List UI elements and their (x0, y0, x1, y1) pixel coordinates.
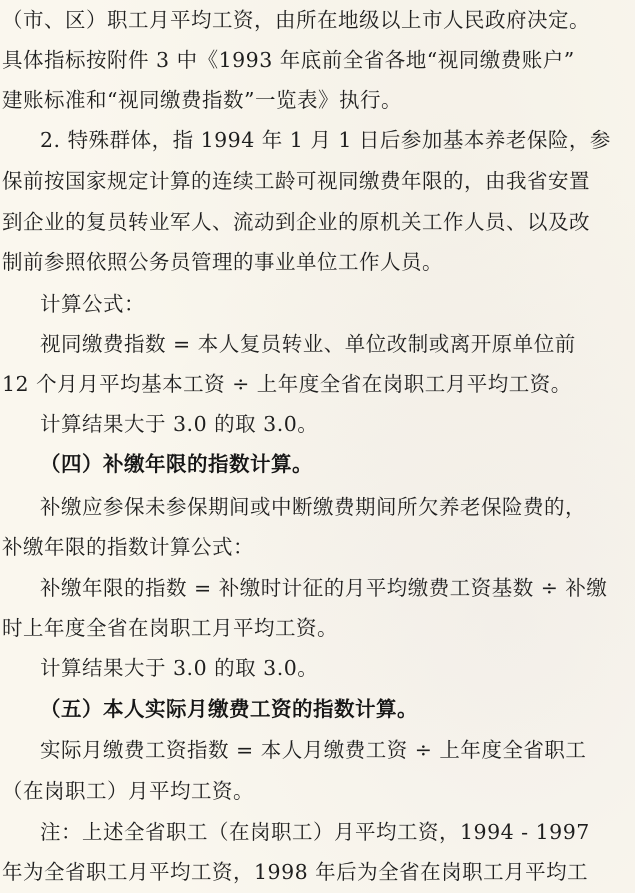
text-line: 时上年度全省在岗职工月平均工资。 (2, 616, 338, 640)
text-line: 保前按国家规定计算的连续工龄可视同缴费年限的，由我省安置 (2, 169, 590, 193)
text-line: 补缴年限的指数计算公式： (2, 535, 254, 559)
text-line: 注：上述全省职工（在岗职工）月平均工资，1994 - 1997 (40, 820, 590, 844)
text-line: 实际月缴费工资指数 = 本人月缴费工资 ÷ 上年度全省职工 (40, 738, 587, 762)
text-line: 计算结果大于 3.0 的取 3.0。 (40, 656, 319, 680)
text-line: （在岗职工）月平均工资。 (2, 779, 254, 803)
text-line: 视同缴费指数 = 本人复员转业、单位改制或离开原单位前 (40, 332, 576, 356)
text-line: 计算公式： (40, 292, 145, 316)
section-heading: （五）本人实际月缴费工资的指数计算。 (40, 697, 418, 721)
text-line: 年为全省职工月平均工资，1998 年后为全省在岗职工月平均工 (2, 860, 589, 884)
text-line: 补缴应参保未参保期间或中断缴费期间所欠养老保险费的， (40, 495, 586, 519)
text-line: （市、区）职工月平均工资，由所在地级以上市人民政府决定。 (2, 8, 590, 32)
text-line: 补缴年限的指数 = 补缴时计征的月平均缴费工资基数 ÷ 补缴 (40, 576, 608, 600)
text-line: 制前参照依照公务员管理的事业单位工作人员。 (2, 250, 443, 274)
text-line: 建账标准和“视同缴费指数”一览表》执行。 (2, 88, 402, 112)
text-line: 12 个月月平均基本工资 ÷ 上年度全省在岗职工月平均工资。 (2, 372, 572, 396)
text-line: 具体指标按附件 3 中《1993 年底前全省各地“视同缴费账户” (2, 48, 575, 72)
text-line: 到企业的复员转业军人、流动到企业的原机关工作人员、以及改 (2, 210, 590, 234)
text-line: 计算结果大于 3.0 的取 3.0。 (40, 412, 319, 436)
text-line: 2. 特殊群体，指 1994 年 1 月 1 日后参加基本养老保险，参 (40, 128, 611, 152)
section-heading: （四）补缴年限的指数计算。 (40, 452, 313, 476)
